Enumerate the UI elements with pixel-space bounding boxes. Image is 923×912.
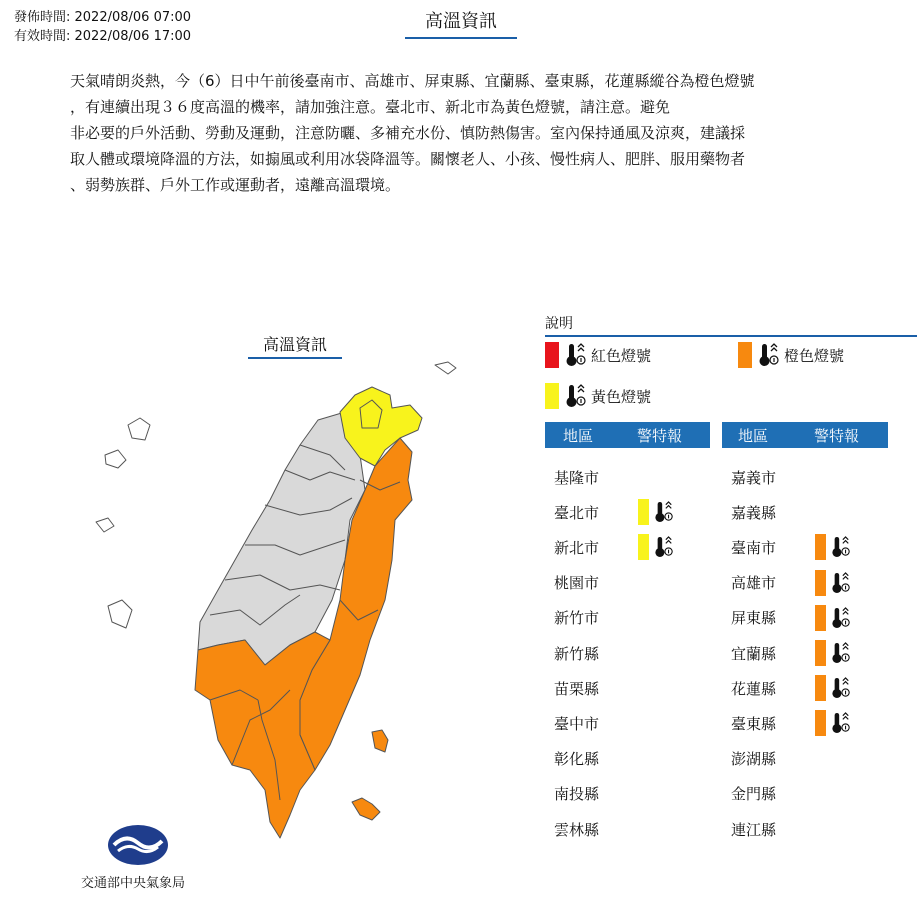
col-alert-label: 警特報 [637,427,683,445]
alert-orange [815,640,851,666]
table-row [554,533,714,561]
region-name: 嘉義縣 [731,503,777,522]
alert-yellow [638,499,674,525]
valid-time: 有效時間: 2022/08/06 17:00 [14,29,192,44]
region-name: 新竹縣 [554,644,600,663]
island-penghu-4 [108,600,132,628]
table-row [731,533,891,561]
taiwan-map [80,350,470,850]
table-header-right [722,422,888,448]
region-name: 臺北市 [554,503,600,522]
alert-orange [815,675,851,701]
region-name: 臺中市 [554,714,600,733]
orange-swatch [815,605,826,631]
description [70,68,850,198]
table-row [731,815,891,843]
table-row [554,745,714,773]
legend-red [545,342,651,368]
yellow-swatch [638,499,649,525]
orange-swatch [815,710,826,736]
region-name: 新竹市 [554,609,600,628]
description-line: 非必要的戶外活動、勞動及運動，注意防曬、多補充水份、慎防熱傷害。室內保持通風及涼爽，建議採 [70,124,746,142]
table-row [554,639,714,667]
thermometer-icon [831,534,851,560]
col-alert-label: 警特報 [814,427,860,445]
region-name: 高雄市 [731,574,777,593]
alert-orange [815,570,851,596]
yellow-swatch [545,383,559,409]
description-line: 取人體或環境降溫的方法，如搧風或利用冰袋降溫等。關懷老人、小孩、慢性病人、肥胖、服用藥物者 [70,150,746,168]
region-name: 雲林縣 [554,820,600,839]
island-lanyu [372,730,388,752]
region-name: 嘉義市 [731,468,777,487]
region-name: 臺南市 [731,538,777,557]
region-name: 基隆市 [554,468,600,487]
alert-yellow [638,534,674,560]
region-name: 彰化縣 [554,750,600,769]
region-name: 宜蘭縣 [731,644,777,663]
table-header-left [545,422,710,448]
legend-red-label: 紅色燈號 [591,346,652,365]
legend-title: 說明 [545,314,917,337]
region-name: 臺東縣 [731,714,777,733]
table-row [554,709,714,737]
island-penghu-1 [128,418,150,440]
region-name: 花蓮縣 [731,679,777,698]
legend-yellow-label: 黃色燈號 [591,387,652,406]
description-line: 、弱勢族群、戶外工作或運動者，遠離高溫環境。 [70,176,401,194]
thermometer-icon [831,675,851,701]
table-row [731,604,891,632]
orange-swatch [815,534,826,560]
legend-orange-label: 橙色燈號 [784,346,845,365]
region-name: 苗栗縣 [554,679,600,698]
cwb-logo-icon [106,823,170,867]
thermometer-icon [831,710,851,736]
region-name: 南投縣 [554,785,600,804]
orange-swatch [815,675,826,701]
region-name: 澎湖縣 [731,750,777,769]
region-name: 桃園市 [554,574,600,593]
table-row [554,463,714,491]
thermometer-icon [831,605,851,631]
thermometer-icon [654,534,674,560]
region-name: 屏東縣 [731,609,777,628]
table-row [731,463,891,491]
orange-swatch [815,570,826,596]
region-name: 連江縣 [731,820,777,839]
thermometer-icon [565,383,587,409]
table-row [554,569,714,597]
table-row [731,498,891,526]
table-row [554,780,714,808]
col-region-label: 地區 [738,427,769,445]
table-row [731,745,891,773]
table-row [554,604,714,632]
thermometer-icon [831,640,851,666]
alert-orange [815,605,851,631]
thermometer-icon [565,342,587,368]
table-row [731,674,891,702]
table-row [731,639,891,667]
table-row [731,780,891,808]
issue-time: 發佈時間: 2022/08/06 07:00 [14,10,192,25]
red-swatch [545,342,559,368]
orange-swatch [815,640,826,666]
thermometer-icon [831,570,851,596]
agency-name: 交通部中央氣象局 [80,876,185,891]
table-row [731,569,891,597]
alert-orange [815,710,851,736]
alert-orange [815,534,851,560]
island-turtle [435,362,456,374]
table-row [554,498,714,526]
orange-swatch [738,342,752,368]
page-title: 高溫資訊 [405,8,517,39]
table-row [554,815,714,843]
island-ludao [352,798,380,820]
island-penghu-2 [105,450,126,468]
region-name: 金門縣 [731,785,777,804]
table-row [731,709,891,737]
map-title: 高溫資訊 [248,333,342,359]
region-name: 新北市 [554,538,600,557]
description-line: 天氣晴朗炎熱，今（6）日中午前後臺南市、高雄市、屏東縣、宜蘭縣、臺東縣，花蓮縣縱谷為橙色燈號 [70,72,755,90]
thermometer-icon [758,342,780,368]
legend-yellow [545,383,651,409]
island-penghu-3 [96,518,114,532]
header-meta [14,8,191,46]
description-line: ，有連續出現３６度高溫的機率，請加強注意。臺北市、新北市為黃色燈號，請注意。避免 [70,98,671,116]
legend-orange [738,342,844,368]
thermometer-icon [654,499,674,525]
col-region-label: 地區 [563,427,594,445]
yellow-swatch [638,534,649,560]
table-row [554,674,714,702]
